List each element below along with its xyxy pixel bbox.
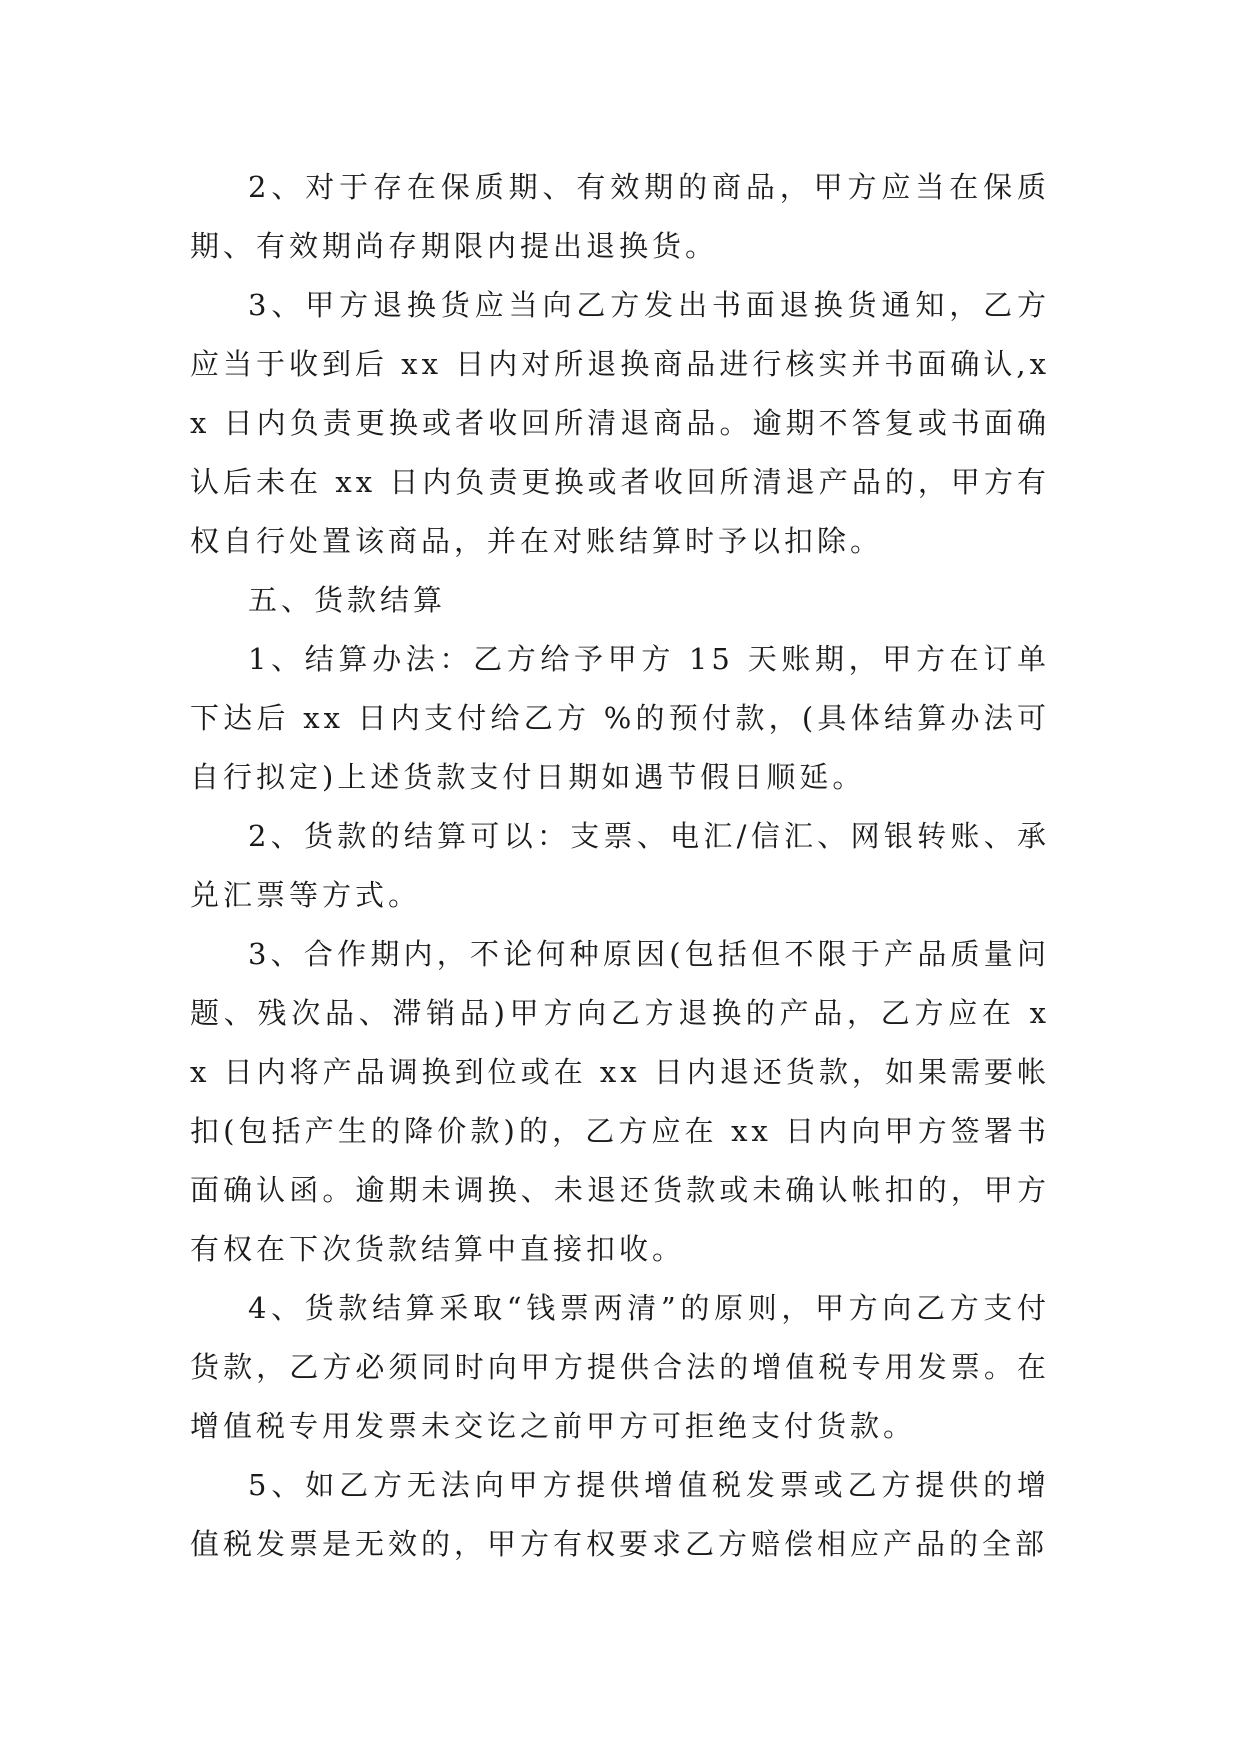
paragraph-item-2-payment-options: 2、货款的结算可以：支票、电汇/信汇、网银转账、承兑汇票等方式。 [190,819,1050,912]
paragraph-item-3-return-notice: 3、甲方退换货应当向乙方发出书面退换货通知，乙方应当于收到后 xx 日内对所退换商品进行核实并书面确认,xx 日内负责更换或者收回所清退商品。逾期不答复或书面确认后未在 xx 日内负责更换或者收回所清退产品的，甲方有权自行处置该商品，并在对账结算时予以扣除。 [190,288,1050,558]
paragraph-item-1-settlement-method: 1、结算办法：乙方给予甲方 15 天账期，甲方在订单下达后 xx 日内支付给乙方 %的预付款，(具体结算办法可自行拟定)上述货款支付日期如遇节假日顺延。 [190,642,1050,794]
paragraph-item-4-invoice-principle: 4、货款结算采取“钱票两清”的原则，甲方向乙方支付货款，乙方必须同时向甲方提供合法的增值税专用发票。在增值税专用发票未交讫之前甲方可拒绝支付货款。 [190,1291,1050,1443]
paragraph-item-3-returns-refund: 3、合作期内，不论何种原因(包括但不限于产品质量问题、残次品、滞销品)甲方向乙方退换的产品，乙方应在 xx 日内将产品调换到位或在 xx 日内退还货款，如果需要帐扣(包括产生的降价款)的，乙方应在 xx 日内向甲方签署书面确认函。逾期未调换、未退还货款或未确认帐扣的，甲方有权在下次货款结算中直接扣收。 [190,937,1050,1266]
document-body [190,158,1050,1574]
paragraph-item-2-shelf-life: 2、对于存在保质期、有效期的商品，甲方应当在保质期、有效期尚存期限内提出退换货。 [190,170,1050,263]
paragraph-item-5-invalid-invoice: 5、如乙方无法向甲方提供增值税发票或乙方提供的增值税发票是无效的，甲方有权要求乙方赔偿相应产品的全部 [190,1468,1050,1561]
section-heading-payment-settlement: 五、货款结算 [248,583,447,617]
